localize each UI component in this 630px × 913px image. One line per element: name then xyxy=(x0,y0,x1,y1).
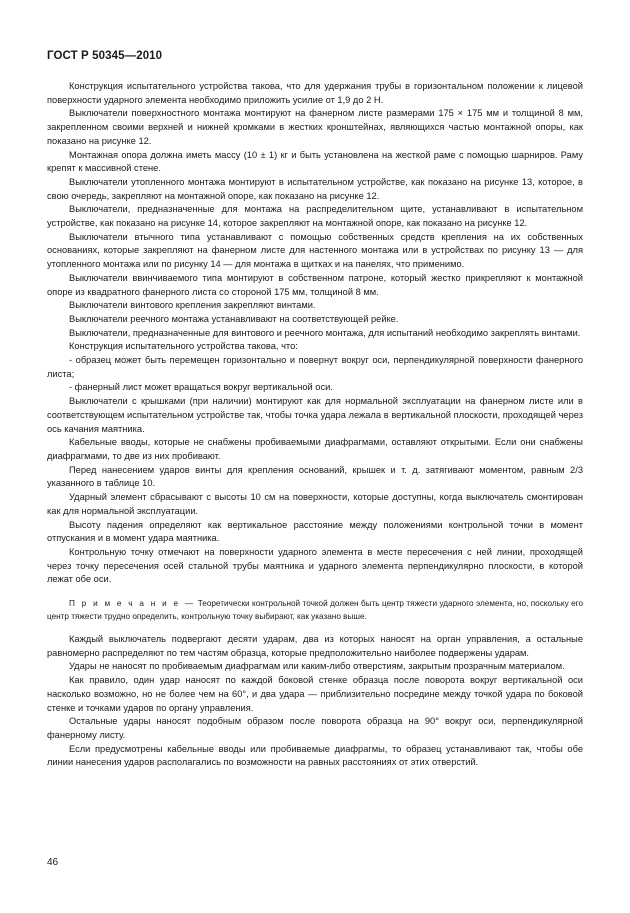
paragraph: Выключатели, предназначенные для монтажа на распределительном щите, устанавливают в испытательном устройстве, как показано на рисунке 14, которое закрепляют на монтажной опоре, как показано на рисунке 12. xyxy=(47,204,583,229)
paragraph: Как правило, один удар наносят по каждой боковой стенке образца после поворота вокруг вертикальной оси насколько возможно, но не более чем на 60°, и два удара — приблизительно посредине между точкой удара по боковой стенке и точками ударов по органу управления. xyxy=(47,675,583,713)
standard-header: ГОСТ Р 50345—2010 xyxy=(47,50,163,62)
paragraph: Удары не наносят по пробиваемым диафрагмам или каким-либо отверстиям, закрытым прозрачным материалом. xyxy=(69,661,565,672)
note-text: Теоретически контрольной точкой должен быть центр тяжести ударного элемента, но, поскольку его центр тяжести трудно определить, контрольную точку выбирают, как указано выше. xyxy=(47,599,584,622)
paragraph: Высоту падения определяют как вертикальное расстояние между положениями контрольной точки в момент отпускания и в момент удара маятника. xyxy=(47,519,583,544)
note-label: П р и м е ч а н и е — xyxy=(69,599,196,609)
paragraph: Выключатели, предназначенные для винтового и реечного монтажа, для испытаний необходимо закреплять винтами. xyxy=(69,327,581,338)
paragraph: Ударный элемент сбрасывают с высоты 10 см на поверхности, которые доступны, когда выключатель смонтирован как для нормальной эксплуатации. xyxy=(47,492,583,516)
paragraph: Конструкция испытательного устройства такова, что для удержания трубы в горизонтальном положении к лицевой поверхности ударного элемента необходимо приложить усилие от 1,9 до 2 Н. xyxy=(47,81,583,105)
paragraph: Выключатели ввинчиваемого типа монтируют в собственном патроне, который жестко прикрепляют к монтажной опоре из квадратного фанерного листа со стороной 175 мм, толщиной 8 мм. xyxy=(47,272,583,297)
paragraph: Выключатели втычного типа устанавливают с помощью собственных средств крепления на их собственных основаниях, которые закрепляют на фанерном листе для настенного монтажа или в устройствах по рисунку 13 — для утопленного монтажа или по рисунку 14 — для монтажа в щитках и на панелях, что применимо. xyxy=(47,231,583,270)
paragraph: Кабельные вводы, которые не снабжены пробиваемыми диафрагмами, оставляют открытыми. Если они снабжены диафрагмами, то две из них пробивают. xyxy=(47,437,583,461)
paragraph: Каждый выключатель подвергают десяти ударам, два из которых наносят на орган управления, а остальные равномерно распределяют по тем частям образца, которые предположительно наиболее подвержены ударам. xyxy=(47,634,583,658)
paragraph: Контрольную точку отмечают на поверхности ударного элемента в месте пересечения с ней линии, проходящей через точку пересечения осей стальной трубы маятника и ударного элемента перпендикулярно плоскости, в которой лежат обе оси. xyxy=(47,546,583,585)
page-number: 46 xyxy=(47,857,59,868)
list-item: - фанерный лист может вращаться вокруг вертикальной оси. xyxy=(69,382,333,393)
list-item: - образец может быть перемещен горизонтально и повернут вокруг оси, перпендикулярной поверхности фанерного листа; xyxy=(47,355,583,379)
paragraph: Выключатели реечного монтажа устанавливают на соответствующей рейке. xyxy=(69,313,399,324)
paragraph: Остальные удары наносят подобным образом после поворота образца на 90° вокруг оси, перпендикулярной фанерному листу. xyxy=(47,716,583,740)
paragraph: Перед нанесением ударов винты для крепления оснований, крышек и т. д. затягивают моментом, равным 2/3 указанного в таблице 10. xyxy=(47,464,583,489)
paragraph: Выключатели с крышками (при наличии) монтируют как для нормальной эксплуатации на фанерном листе или в соответствующем испытательном устройстве так, чтобы точка удара лежала в вертикальной плоскости, проходящей через ось качания маятника. xyxy=(47,396,583,434)
body-text xyxy=(47,80,583,770)
paragraph: Выключатели поверхностного монтажа монтируют на фанерном листе размерами 175 × 175 мм и толщиной 8 мм, закрепленном своими верхней и нижней кромками в жестких кронштейнах, являющихся частью монтажной опоры, как показано на рисунке 12. xyxy=(47,108,583,146)
note xyxy=(47,597,583,623)
paragraph: Выключатели утопленного монтажа монтируют в испытательном устройстве, как показано на рисунке 13, которое, в свою очередь, закрепляют на монтажной опоре, как показано на рисунке 12. xyxy=(47,176,583,201)
paragraph: Если предусмотрены кабельные вводы или пробиваемые диафрагмы, то образец устанавливают так, чтобы обе линии нанесения ударов располагались по возможности на равных расстояниях от этих отверстий. xyxy=(47,743,583,768)
paragraph: Конструкция испытательного устройства такова, что: xyxy=(69,341,298,352)
paragraph: Выключатели винтового крепления закрепляют винтами. xyxy=(69,300,316,311)
paragraph: Монтажная опора должна иметь массу (10 ± 1) кг и быть установлена на жесткой раме с помощью шарниров. Раму крепят к массивной стене. xyxy=(47,149,583,174)
